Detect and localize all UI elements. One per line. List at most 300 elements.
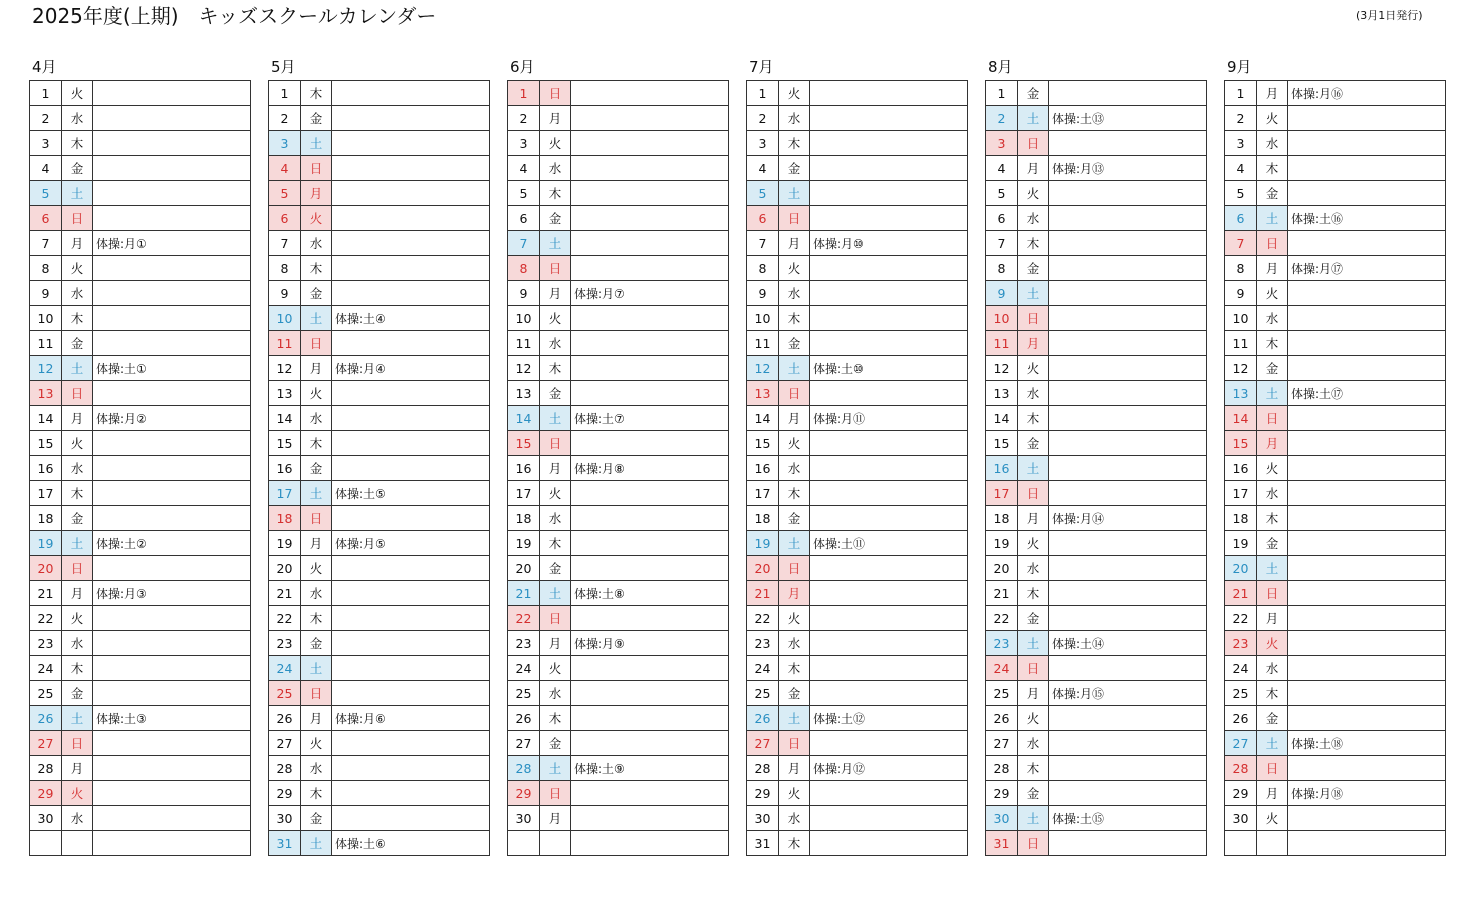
- weekday: 月: [1257, 781, 1288, 806]
- calendar-day-row: [269, 631, 490, 656]
- calendar-day-row: [1225, 756, 1446, 781]
- calendar-day-row: [986, 706, 1207, 731]
- weekday: 木: [779, 831, 810, 856]
- event-note: 体操:土①: [93, 356, 251, 381]
- day-number: 19: [30, 531, 62, 556]
- calendar-day-row: [30, 406, 251, 431]
- day-number: 10: [30, 306, 62, 331]
- calendar-day-row: [986, 181, 1207, 206]
- day-number: 24: [1225, 656, 1257, 681]
- weekday: [1257, 831, 1288, 856]
- event-note: [1288, 181, 1446, 206]
- event-note: [1288, 131, 1446, 156]
- day-number: 8: [269, 256, 301, 281]
- weekday: 火: [1257, 456, 1288, 481]
- calendar-day-row: [508, 406, 729, 431]
- weekday: 火: [540, 306, 571, 331]
- day-number: 26: [986, 706, 1018, 731]
- day-number: 29: [508, 781, 540, 806]
- day-number: 26: [269, 706, 301, 731]
- weekday: 水: [301, 756, 332, 781]
- day-number: 18: [747, 506, 779, 531]
- event-note: [1049, 406, 1207, 431]
- day-number: 22: [508, 606, 540, 631]
- calendar-day-row: [1225, 156, 1446, 181]
- calendar-day-row: [30, 606, 251, 631]
- event-note: [810, 131, 968, 156]
- day-number: 1: [269, 81, 301, 106]
- day-number: 7: [986, 231, 1018, 256]
- weekday: 金: [1018, 606, 1049, 631]
- weekday: 土: [540, 231, 571, 256]
- calendar-day-row: [1225, 81, 1446, 106]
- calendar-day-row: [269, 156, 490, 181]
- weekday: 火: [779, 256, 810, 281]
- event-note: [810, 181, 968, 206]
- weekday: 木: [62, 481, 93, 506]
- day-number: 4: [986, 156, 1018, 181]
- calendar-day-row: [747, 481, 968, 506]
- day-number: 1: [508, 81, 540, 106]
- day-number: 10: [508, 306, 540, 331]
- weekday: 月: [301, 181, 332, 206]
- event-note: 体操:土⑩: [810, 356, 968, 381]
- event-note: [332, 631, 490, 656]
- calendar-day-row: [747, 356, 968, 381]
- day-number: 27: [986, 731, 1018, 756]
- day-number: 19: [986, 531, 1018, 556]
- calendar-day-row: [747, 756, 968, 781]
- event-note: [93, 831, 251, 856]
- weekday: 木: [301, 781, 332, 806]
- event-note: [571, 506, 729, 531]
- calendar-day-row: [1225, 181, 1446, 206]
- calendar-day-row: [508, 806, 729, 831]
- calendar-day-row: [30, 581, 251, 606]
- weekday: 木: [1257, 506, 1288, 531]
- calendar-day-row: [747, 156, 968, 181]
- calendar-day-row: [1225, 256, 1446, 281]
- month-column: [268, 56, 490, 856]
- day-number: 15: [747, 431, 779, 456]
- event-note: 体操:月⑫: [810, 756, 968, 781]
- event-note: [1288, 331, 1446, 356]
- event-note: [1288, 156, 1446, 181]
- day-number: [508, 831, 540, 856]
- day-number: 27: [508, 731, 540, 756]
- event-note: [810, 831, 968, 856]
- calendar-day-row: [1225, 831, 1446, 856]
- weekday: 火: [62, 431, 93, 456]
- weekday: 金: [1018, 781, 1049, 806]
- calendar-day-row: [30, 431, 251, 456]
- day-number: 24: [269, 656, 301, 681]
- event-note: [332, 656, 490, 681]
- day-number: 25: [30, 681, 62, 706]
- day-number: 23: [269, 631, 301, 656]
- calendar-day-row: [1225, 406, 1446, 431]
- calendar-day-row: [508, 581, 729, 606]
- calendar-day-row: [30, 81, 251, 106]
- day-number: 15: [30, 431, 62, 456]
- day-number: 11: [508, 331, 540, 356]
- weekday: [62, 831, 93, 856]
- calendar-day-row: [747, 106, 968, 131]
- calendar-day-row: [30, 306, 251, 331]
- weekday: 水: [1018, 731, 1049, 756]
- day-number: 13: [30, 381, 62, 406]
- day-number: 21: [269, 581, 301, 606]
- event-note: [93, 381, 251, 406]
- day-number: 24: [30, 656, 62, 681]
- calendar-day-row: [747, 581, 968, 606]
- day-number: 21: [986, 581, 1018, 606]
- event-note: [1049, 381, 1207, 406]
- calendar-day-row: [30, 631, 251, 656]
- calendar-day-row: [1225, 206, 1446, 231]
- day-number: 22: [986, 606, 1018, 631]
- calendar-day-row: [508, 331, 729, 356]
- calendar-day-row: [269, 531, 490, 556]
- calendar-day-row: [30, 206, 251, 231]
- event-note: [1049, 331, 1207, 356]
- weekday: 日: [301, 156, 332, 181]
- weekday: 木: [62, 131, 93, 156]
- calendar-day-row: [508, 831, 729, 856]
- event-note: [571, 531, 729, 556]
- weekday: 金: [540, 206, 571, 231]
- calendar-day-row: [269, 506, 490, 531]
- day-number: 22: [747, 606, 779, 631]
- calendar-day-row: [747, 431, 968, 456]
- weekday: 木: [1018, 756, 1049, 781]
- weekday: 土: [1018, 456, 1049, 481]
- weekday: 水: [540, 331, 571, 356]
- calendar-day-row: [747, 681, 968, 706]
- day-number: 19: [747, 531, 779, 556]
- weekday: 日: [1018, 306, 1049, 331]
- event-note: [571, 381, 729, 406]
- event-note: [332, 556, 490, 581]
- weekday: 日: [301, 506, 332, 531]
- weekday: 月: [62, 231, 93, 256]
- weekday: 木: [301, 81, 332, 106]
- weekday: 金: [62, 156, 93, 181]
- day-number: 9: [30, 281, 62, 306]
- event-note: [1288, 581, 1446, 606]
- weekday: 土: [62, 531, 93, 556]
- event-note: [1049, 656, 1207, 681]
- weekday: 水: [1257, 481, 1288, 506]
- day-number: 6: [30, 206, 62, 231]
- event-note: [571, 356, 729, 381]
- weekday: 日: [1257, 581, 1288, 606]
- event-note: [810, 781, 968, 806]
- day-number: 14: [986, 406, 1018, 431]
- day-number: 3: [269, 131, 301, 156]
- weekday: 土: [779, 181, 810, 206]
- day-number: 20: [508, 556, 540, 581]
- weekday: 日: [301, 331, 332, 356]
- event-note: 体操:月⑮: [1049, 681, 1207, 706]
- month-column: [507, 56, 729, 856]
- calendar-day-row: [269, 456, 490, 481]
- event-note: [93, 781, 251, 806]
- event-note: [810, 631, 968, 656]
- event-note: [810, 106, 968, 131]
- event-note: [571, 206, 729, 231]
- calendar-day-row: [986, 381, 1207, 406]
- calendar-day-row: [986, 81, 1207, 106]
- day-number: 28: [508, 756, 540, 781]
- event-note: [571, 681, 729, 706]
- day-number: 18: [508, 506, 540, 531]
- calendar-day-row: [508, 456, 729, 481]
- weekday: 木: [779, 131, 810, 156]
- day-number: 9: [508, 281, 540, 306]
- day-number: 15: [269, 431, 301, 456]
- event-note: [332, 256, 490, 281]
- day-number: 24: [747, 656, 779, 681]
- event-note: [810, 731, 968, 756]
- weekday: 火: [1257, 281, 1288, 306]
- day-number: 21: [1225, 581, 1257, 606]
- issue-date-note: (3月1日発行): [1356, 9, 1423, 22]
- day-number: 4: [508, 156, 540, 181]
- event-note: [810, 381, 968, 406]
- event-note: [1049, 531, 1207, 556]
- calendar-day-row: [508, 306, 729, 331]
- calendar-day-row: [508, 606, 729, 631]
- event-note: [332, 756, 490, 781]
- weekday: 日: [1018, 481, 1049, 506]
- day-number: 16: [30, 456, 62, 481]
- event-note: [571, 781, 729, 806]
- event-note: [1049, 731, 1207, 756]
- day-number: 22: [1225, 606, 1257, 631]
- calendar-day-row: [747, 406, 968, 431]
- weekday: 水: [779, 281, 810, 306]
- day-number: 5: [1225, 181, 1257, 206]
- event-note: [332, 506, 490, 531]
- weekday: 月: [779, 231, 810, 256]
- day-number: 10: [747, 306, 779, 331]
- day-number: 31: [986, 831, 1018, 856]
- day-number: 2: [30, 106, 62, 131]
- day-number: 13: [986, 381, 1018, 406]
- weekday: 水: [1018, 381, 1049, 406]
- day-number: 23: [747, 631, 779, 656]
- day-number: 20: [269, 556, 301, 581]
- day-number: 5: [508, 181, 540, 206]
- day-number: 18: [269, 506, 301, 531]
- day-number: 25: [269, 681, 301, 706]
- weekday: 水: [1257, 306, 1288, 331]
- weekday: 日: [62, 206, 93, 231]
- weekday: 土: [301, 831, 332, 856]
- calendar-day-row: [269, 806, 490, 831]
- weekday: 土: [1257, 556, 1288, 581]
- weekday: 日: [1018, 831, 1049, 856]
- weekday: 金: [1257, 531, 1288, 556]
- calendar-day-row: [986, 781, 1207, 806]
- event-note: [571, 806, 729, 831]
- weekday: 火: [62, 606, 93, 631]
- day-number: 19: [508, 531, 540, 556]
- event-note: [810, 206, 968, 231]
- day-number: 29: [269, 781, 301, 806]
- calendar-day-row: [508, 131, 729, 156]
- page-title: 2025年度(上期) キッズスクールカレンダー: [32, 4, 437, 28]
- calendar-day-row: [508, 281, 729, 306]
- day-number: 1: [1225, 81, 1257, 106]
- event-note: 体操:土⑬: [1049, 106, 1207, 131]
- day-number: 30: [508, 806, 540, 831]
- event-note: [571, 556, 729, 581]
- event-note: [571, 331, 729, 356]
- event-note: [810, 456, 968, 481]
- weekday: 月: [1257, 606, 1288, 631]
- weekday: 木: [301, 606, 332, 631]
- day-number: 10: [269, 306, 301, 331]
- weekday: 日: [540, 431, 571, 456]
- day-number: 21: [30, 581, 62, 606]
- event-note: 体操:土⑱: [1288, 731, 1446, 756]
- day-number: 2: [986, 106, 1018, 131]
- calendar-day-row: [269, 106, 490, 131]
- weekday: 土: [779, 356, 810, 381]
- day-number: 29: [1225, 781, 1257, 806]
- weekday: 土: [1018, 281, 1049, 306]
- event-note: [810, 506, 968, 531]
- calendar-day-row: [1225, 531, 1446, 556]
- weekday: 土: [540, 406, 571, 431]
- event-note: [93, 331, 251, 356]
- weekday: 月: [1018, 681, 1049, 706]
- day-number: 7: [747, 231, 779, 256]
- weekday: 水: [62, 106, 93, 131]
- day-number: 8: [986, 256, 1018, 281]
- day-number: 4: [1225, 156, 1257, 181]
- calendar-day-row: [30, 781, 251, 806]
- calendar-day-row: [986, 831, 1207, 856]
- calendar-day-row: [747, 531, 968, 556]
- calendar-day-row: [747, 731, 968, 756]
- weekday: 木: [779, 481, 810, 506]
- day-number: 14: [508, 406, 540, 431]
- event-note: [332, 406, 490, 431]
- day-number: 11: [1225, 331, 1257, 356]
- event-note: [571, 731, 729, 756]
- weekday: 日: [779, 731, 810, 756]
- weekday: 火: [540, 481, 571, 506]
- calendar-day-row: [508, 731, 729, 756]
- calendar-day-row: [986, 206, 1207, 231]
- weekday: 水: [779, 106, 810, 131]
- event-note: [1288, 456, 1446, 481]
- calendar-day-row: [269, 831, 490, 856]
- calendar-day-row: [508, 656, 729, 681]
- calendar-day-row: [986, 806, 1207, 831]
- calendar-day-row: [30, 231, 251, 256]
- day-number: 26: [1225, 706, 1257, 731]
- calendar-day-row: [30, 731, 251, 756]
- weekday: 金: [1018, 256, 1049, 281]
- weekday: 木: [540, 356, 571, 381]
- month-table: [1224, 80, 1446, 856]
- calendar-day-row: [508, 106, 729, 131]
- event-note: [332, 431, 490, 456]
- event-note: [1049, 831, 1207, 856]
- weekday: 火: [1257, 806, 1288, 831]
- day-number: 17: [747, 481, 779, 506]
- event-note: [571, 81, 729, 106]
- day-number: 27: [30, 731, 62, 756]
- event-note: [810, 581, 968, 606]
- event-note: [1049, 81, 1207, 106]
- event-note: [1288, 531, 1446, 556]
- calendar-day-row: [508, 756, 729, 781]
- calendar-day-row: [1225, 306, 1446, 331]
- event-note: 体操:土⑯: [1288, 206, 1446, 231]
- weekday: 水: [62, 631, 93, 656]
- weekday: 日: [1018, 656, 1049, 681]
- weekday: 水: [1257, 131, 1288, 156]
- calendar-day-row: [269, 181, 490, 206]
- month-label: 5月: [271, 58, 296, 76]
- calendar-day-row: [269, 756, 490, 781]
- day-number: 29: [30, 781, 62, 806]
- day-number: 16: [269, 456, 301, 481]
- weekday: 月: [779, 581, 810, 606]
- day-number: 28: [1225, 756, 1257, 781]
- event-note: [1049, 206, 1207, 231]
- calendar-day-row: [986, 656, 1207, 681]
- day-number: [30, 831, 62, 856]
- calendar-day-row: [747, 381, 968, 406]
- event-note: [810, 331, 968, 356]
- event-note: [1288, 481, 1446, 506]
- event-note: 体操:土⑫: [810, 706, 968, 731]
- event-note: [571, 156, 729, 181]
- day-number: 17: [1225, 481, 1257, 506]
- calendar-day-row: [508, 706, 729, 731]
- event-note: [1049, 306, 1207, 331]
- weekday: 金: [1257, 181, 1288, 206]
- weekday: 木: [301, 431, 332, 456]
- day-number: 26: [747, 706, 779, 731]
- weekday: 金: [62, 506, 93, 531]
- calendar-day-row: [747, 281, 968, 306]
- calendar-day-row: [986, 331, 1207, 356]
- weekday: 火: [1018, 706, 1049, 731]
- calendar-day-row: [30, 181, 251, 206]
- weekday: 水: [301, 406, 332, 431]
- event-note: [93, 431, 251, 456]
- weekday: 木: [540, 706, 571, 731]
- calendar-day-row: [508, 256, 729, 281]
- weekday: 水: [1018, 556, 1049, 581]
- calendar-day-row: [1225, 431, 1446, 456]
- calendar-day-row: [1225, 581, 1446, 606]
- calendar-day-row: [30, 706, 251, 731]
- weekday: 日: [540, 781, 571, 806]
- day-number: 13: [747, 381, 779, 406]
- calendar-day-row: [508, 231, 729, 256]
- weekday: 火: [779, 781, 810, 806]
- calendar-day-row: [747, 331, 968, 356]
- day-number: 9: [747, 281, 779, 306]
